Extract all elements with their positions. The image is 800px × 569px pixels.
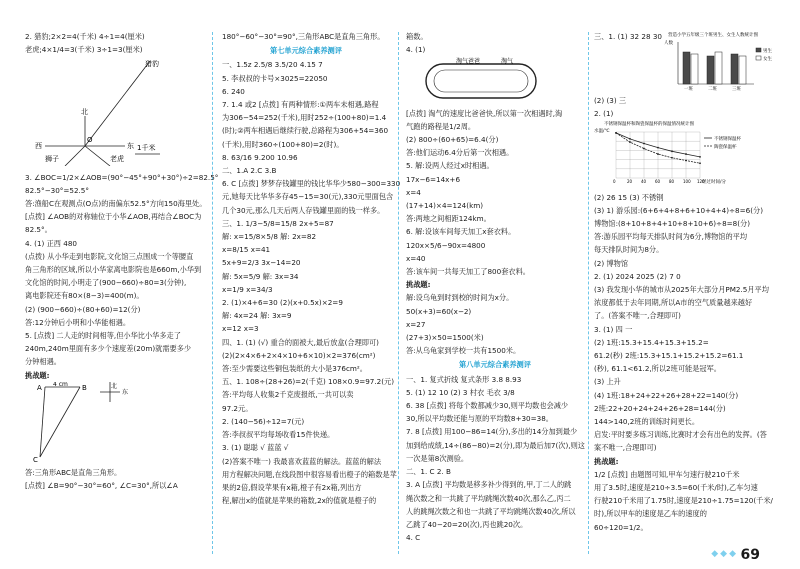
answer-line: 4. C (406, 533, 421, 543)
east-label: 东 (127, 142, 134, 151)
answer-line: (2) 800÷(60+65)=6.4(分) (406, 135, 499, 145)
answer-line: 120x×5/6−90x=4800 (406, 240, 486, 250)
legend-swatch (756, 56, 761, 60)
answer-line: 2. (1) (594, 109, 614, 119)
bar (683, 52, 690, 84)
answer-line: 60÷120=1/2。 (594, 522, 648, 532)
y-axis-label: 水温/℃ (594, 129, 610, 135)
answer-line: 5. [点拨] 二人走的时间相等,但小华比小华多走了 (25, 331, 181, 341)
direction-diagram (25, 56, 205, 166)
answer-line: (3) 上升 (594, 377, 621, 387)
data-point (671, 157, 673, 159)
answer-line: (2) (3) 三 (594, 96, 627, 105)
answer-line: 5. 李叔叔的卡号×3025=22050 (222, 73, 328, 83)
lion-label: 狮子 (45, 155, 59, 164)
answer-line: [点拨] 淘气的速度比爸爸快,所以第一次相遇时,淘 (406, 108, 563, 118)
y-axis-label: 人数 (664, 41, 673, 46)
data-point (685, 160, 687, 162)
answer-line: 2. (1)×4+6=30 (2)(x+0.5x)×2=9 (222, 298, 343, 308)
decoration-dots: ◆◆◆ (711, 549, 738, 559)
answer-line: 答:渔船C在观测点(O点)的南偏东52.5°方向150海里处。 (25, 199, 207, 209)
x-tick-label: 120 (697, 179, 705, 185)
data-point (629, 142, 631, 144)
scale-label: 1千米 (137, 144, 156, 153)
answer-line: 三、1. 1/3−5/8=15/8 2x+5=87 (222, 218, 334, 228)
bar (739, 56, 746, 84)
answer-line: 6. 38 [点拨] 将每个数都减少30,则平均数也会减少 (406, 401, 569, 411)
answer-line: (3) 1) 游乐园:(6+6+4+8+6+10+4+4)÷8=6(分) (594, 205, 764, 215)
data-point (643, 143, 645, 145)
x-tick-label: 三班 (732, 87, 741, 92)
answer-line: 82.5°。 (25, 225, 52, 235)
answer-line: 乙跳了40−20=20(次),丙也跳20次。 (406, 519, 528, 529)
data-point (657, 154, 659, 156)
answer-line: 7. 8 [点拨] 用100−86=14(分),多出的14分加到最少 (406, 427, 578, 437)
west-label: 西 (35, 142, 42, 151)
answer-line: 角三角形的区域,所以小华家离电影院也是660m,小华到 (25, 265, 202, 275)
data-point (657, 147, 659, 149)
answer-line: 17x−6=14x+6 (406, 174, 461, 184)
column-2 (222, 30, 401, 507)
answer-line: 四、1. (1) (√) 重合的面被大,最后放盒(合理即可) (222, 337, 379, 347)
answer-line: 时),所以甲车的速度是乙车的速度的 (594, 509, 707, 519)
x-tick-label: 80 (669, 179, 675, 185)
answer-line: 每天排队时间为8分。 (594, 245, 664, 255)
section-title: 第七单元综合素养测评 (270, 46, 342, 56)
answer-line: 2. 猎豹;2×2=4(千米) 4÷1=4(厘米) (25, 32, 145, 41)
answer-line: 6. 解:设该车间每天加工x套衣料。 (406, 227, 516, 237)
answer-line: (点拨) 从小华走到电影院,文化馆三点围成一个等腰直 (25, 251, 194, 261)
legend-swatch (756, 48, 761, 52)
answer-line: 答:两地之间相距124km。 (406, 214, 491, 224)
x-tick-label: 40 (641, 179, 647, 185)
answer-line: x=27 (406, 319, 426, 329)
answer-line: 案不唯一,合理即可) (594, 443, 657, 453)
triangle-diagram (25, 382, 205, 462)
section-title: 第八单元综合素养测评 (459, 360, 531, 370)
answer-line: 了。(答案不唯一,合理即可) (594, 311, 681, 321)
answer-line: 1/2 [点拨] 由题图可知,甲车匀速行驶210千米 (594, 469, 740, 479)
data-point (643, 148, 645, 150)
answer-line: (27+3)×50=1500(米) (406, 333, 484, 343)
answer-line: 离电影院还有80×(8−3)=400(m)。 (25, 291, 144, 301)
answer-line: 97.2元。 (222, 403, 253, 413)
legend-label: 男生 (763, 49, 772, 54)
x-tick-label: 一班 (684, 87, 693, 92)
answer-line: 3. (1) 四 一 (594, 324, 633, 334)
answer-line: 5. 解:设两人经过x时相遇。 (406, 161, 494, 171)
point-b: B (82, 383, 87, 392)
data-point (699, 156, 701, 158)
gender-bar-chart (664, 30, 774, 92)
tiger-label: 老虎 (110, 155, 124, 164)
answer-line: 7. 1.4 或2 [点拨] 有两种情形:①两车未相遇,路程 (222, 100, 379, 110)
answer-line: 6. 240 (222, 86, 245, 96)
answer-line: 气跑的路程是1/2周。 (406, 121, 476, 131)
column-divider (398, 32, 399, 554)
answer-line: 浓度都低于去年同期,所以A市的空气质量越来越好 (594, 298, 753, 308)
answer-line: 用方程解决问题,在线段图中很容易看出橙子的箱数是苹 (222, 469, 397, 479)
x-axis-label: 经过时间/分 (702, 180, 727, 186)
north-label: 北 (81, 108, 88, 117)
answer-line: x=40 (406, 253, 426, 263)
data-point (699, 163, 701, 165)
answer-line: 一、1.5z 2.5/8 3.5/20 4.15 7 (222, 60, 323, 70)
answer-line: 82.5°−30°=52.5° (25, 185, 89, 195)
answer-line: 5. (1) 12 10 (2) 3 村衣 毛衣 3/8 (406, 387, 515, 397)
chart-title: 营造小学五年级三个班男生、女生人数统计图 (668, 33, 758, 38)
section-heading: 挑战题: (25, 370, 50, 380)
answer-line: 144>140,2班的训练时间更长。 (594, 417, 700, 427)
answer-line: 180°−60°−30°=90°,三角形ABC是直角三角形。 (222, 32, 385, 41)
answer-line: 加到给成绩,14÷(86−80)=2(分),即为最后加7(次),则这 (406, 440, 585, 450)
answer-line: 答:12分钟后小明和小华能相遇。 (25, 317, 131, 327)
x-tick-label: 20 (627, 179, 633, 185)
temperature-line-chart (594, 120, 754, 186)
answer-line: 三、1. (1) 32 28 30 (594, 32, 662, 41)
dad-label: 淘气爸爸 (456, 58, 481, 66)
answer-line: 二、1.A 2.C 3.B (222, 166, 277, 176)
section-heading: 挑战题: (406, 280, 431, 290)
answer-line: (千米),用时360÷(100+80)=2(时)。 (222, 139, 344, 149)
answer-line: 一、1. 复式折线 复式条形 3.8 8.93 (406, 374, 522, 384)
chart-title: 不锈钢保温杯和陶瓷保温杯的保温情况统计图 (604, 122, 694, 128)
answer-line: 绳次数之和一共跳了平均跳绳次数40次,那么乙,丙二 (406, 493, 571, 503)
answer-line: 8. 63/16 9.200 10.96 (222, 152, 298, 162)
answer-line: 元,她每天比华华多存45−15=30(元),330元里面包含 (222, 192, 394, 202)
answer-line: 答:游乐园平均每天排队时间为6分,博物馆的平均 (594, 232, 748, 242)
answer-line: (2) 博物馆 (594, 258, 629, 268)
answer-line: 五、1. 108÷(28+26)=2(千克) 108×0.9=97.2(元) (222, 377, 395, 387)
answer-line: (秒), 61.1<61.2,所以2班可能是冠军。 (594, 364, 721, 374)
answer-line: (时);②两车相遇后继续行驶,总路程为306+54=360 (222, 126, 389, 136)
column-divider (212, 32, 213, 554)
answer-line: 启发:平时要多练习训练,比赛时才会有出色的发挥。(答 (594, 430, 767, 440)
page-number: 69 (740, 547, 760, 563)
answer-line: 解: 5x=5/9 解: 3x=34 (222, 271, 299, 281)
legend-label: 不锈钢保温杯 (714, 137, 741, 143)
answer-line: x=1/9 x=34/3 (222, 284, 273, 294)
answer-line: 3. A [点拨] 平均数是移多补少得到的,甲,丁二人的跳 (406, 480, 572, 490)
answer-line: 答:李叔叔平均每场收看15件快递。 (222, 430, 335, 440)
answer-line: 2班:22+20+24+24+26+28=144(分) (594, 403, 726, 413)
answer-line: 老虎;4×1/4=3(千米) 3÷1=3(厘米) (25, 45, 143, 55)
answer-line: x=12 x=3 (222, 324, 259, 334)
track-diagram (406, 56, 584, 102)
data-point (615, 132, 617, 134)
answer-line: (2) 26 15 (3) 不锈钢 (594, 192, 664, 202)
section-heading: 挑战题: (594, 456, 619, 466)
answer-line: 答:该车间一共每天加工了800套衣料。 (406, 267, 530, 277)
answer-line: 61.2(秒) 2班:15.3+15.1+15.2+15.2=61.1 (594, 351, 744, 361)
answer-line: 4. (1) 正西 480 (25, 238, 77, 248)
answer-line: 答:三角形ABC是直角三角形。 (25, 468, 122, 478)
x-tick-label: 100 (683, 179, 691, 185)
answer-line: 解:设乌龟到时到校的时间为x分。 (406, 293, 514, 303)
x-tick-label: 二班 (708, 87, 717, 92)
data-point (671, 151, 673, 153)
answer-line: 箱数。 (406, 32, 428, 41)
answer-line: 4. (1) (406, 45, 426, 55)
answer-line: 30,所以平均数还能与原的平均数8+30=38。 (406, 414, 553, 424)
answer-line: 240m,240m里面有多少个速度差(20m)就需要多少 (25, 344, 192, 354)
answer-line: 行驶210千米用了1.75时,速度是210÷1.75=120(千米/ (594, 496, 773, 506)
column-3 (406, 30, 584, 544)
answer-line: 2. (140−56)÷12=7(元) (222, 416, 305, 426)
answer-line: 人的跳绳次数之和也一共跳了平均跳绳次数40次,所以 (406, 506, 576, 516)
answer-line: (3) 我发现小华的城市从2025年大部分月PM2.5月平均 (594, 285, 769, 295)
answer-line: 5x+9=2/3 3x−14=20 (222, 258, 301, 268)
origin-label: O (87, 136, 93, 145)
answer-line: (2)(2×4×6+2×4×10+6×10)×2=376(cm²) (222, 350, 376, 360)
data-point (629, 138, 631, 140)
bar-chart-block (594, 30, 782, 94)
answer-line: 50(x+3)=60(x−2) (406, 306, 472, 316)
answer-line: [点拨] ∠B=90°−30°=60°, ∠C=30°,所以∠A (25, 481, 178, 491)
column-1 (25, 30, 219, 492)
answer-line: x=4 (406, 187, 421, 197)
answer-line: 答:平均每人收集2千克废报纸,一共可以卖 (222, 390, 354, 400)
bar (691, 54, 698, 84)
bar (731, 54, 738, 84)
legend-label: 女生 (763, 57, 772, 62)
answer-line: 文化馆的时间,小明走了(900−660)÷80=3(分钟), (25, 278, 187, 288)
point-c: C (33, 455, 38, 462)
bar (715, 52, 722, 84)
cheetah-label: 猎豹 (145, 60, 159, 69)
answer-line: 几个30元,那么几天后两人存钱罐里面的钱一样多。 (222, 205, 385, 215)
answer-line: (2) (900−660)÷(80+60)=12(分) (25, 304, 141, 314)
column-4 (594, 30, 782, 534)
answer-line: 6. C [点拨] 梦梦存钱罐里的钱比华华少580−300=330 (222, 179, 401, 189)
answer-line: 2. (1) 2024 2025 (2) 7 0 (594, 271, 681, 281)
x-tick-label: 0 (613, 179, 616, 185)
bar (707, 56, 714, 84)
answer-line: 答:至少需要这些铜包装纸的大小是376cm²。 (222, 364, 367, 374)
answer-line: (2) 1班:15.3+15.4+15.3+15.2= (594, 337, 709, 347)
legend-label: 陶瓷保温杯 (714, 145, 737, 151)
data-point (685, 154, 687, 156)
answer-line: 答:他们运动6.4分后第一次相遇。 (406, 148, 514, 158)
answer-line: 答:从乌龟家到学校一共有1500米。 (406, 346, 521, 356)
answer-line: 用了3.5时,速度是210÷3.5=60(千米/时),乙车匀速 (594, 483, 758, 493)
answer-line: (4) 1班:18+24+22+26+28+22=140(分) (594, 390, 739, 400)
length-label: 4 cm (53, 381, 68, 388)
column-divider (588, 32, 589, 554)
answer-line: (2)答案不唯一) 我最喜欢蓝蓝的解法。蓝蓝的解法 (222, 456, 382, 466)
answer-line: 解: x=15/8×5/8 解: 2x=82 (222, 232, 317, 242)
x-tick-label: 60 (655, 179, 661, 185)
answer-line: [点拨] ∠AOB的对称轴位于小华∠AOB,再结合∠BOC为 (25, 212, 202, 222)
answer-line: 3. ∠BOC=1/2×∠AOB=(90°−45°+90°+30°)÷2=82.5° (25, 172, 219, 182)
answer-line: 程,解出x的值就是苹果的箱数,2x的值就是橙子的 (222, 496, 377, 506)
point-a: A (37, 383, 42, 392)
answer-line: x=8/15 x=41 (222, 245, 271, 255)
taoqi-label: 淘气 (501, 58, 514, 66)
answer-line: 博物馆:(8+10+8+4+10+8+10+6)÷8=8(分) (594, 219, 751, 229)
answer-line: 为306−54=252(千米),用时252÷(100+80)=1.4 (222, 113, 387, 123)
answer-line: 果的2倍,假设苹果有x箱,橙子有2x箱,列出方 (222, 482, 362, 492)
north-label: 北 (111, 382, 118, 390)
answer-line: 分钟相遇。 (25, 357, 61, 367)
answer-line: 二、1. C 2. B (406, 467, 451, 477)
answer-line: (17+14)×4=124(km) (406, 201, 484, 211)
answer-line: 一次是第8次测验。 (406, 453, 469, 463)
answer-line: 解: 4x=24 解: 3x=9 (222, 311, 292, 321)
answer-line: 3. (1) 聪聪 √ 蓝蓝 √ (222, 443, 289, 453)
east-label: 东 (122, 388, 129, 396)
